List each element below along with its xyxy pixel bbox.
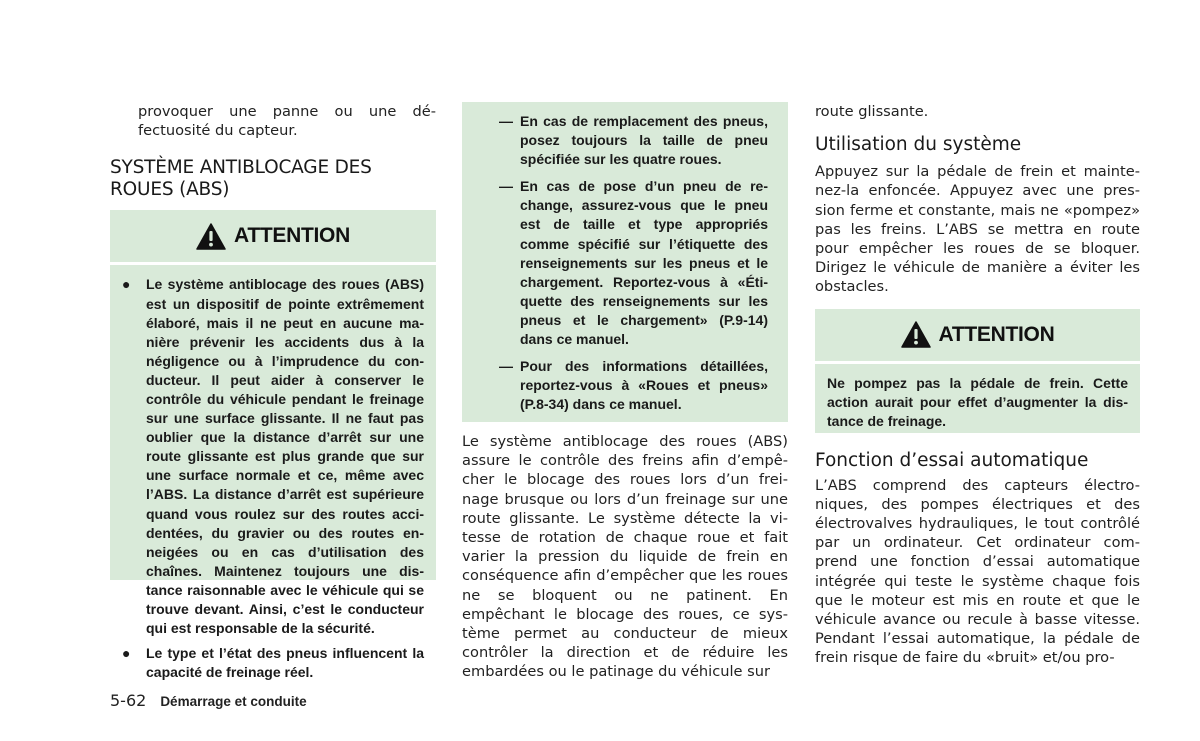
attention-box bbox=[815, 309, 1140, 433]
dash-icon: — bbox=[499, 358, 513, 375]
caution-item-text: En cas de remplacement des pneus, posez toujours la taille de pneu spécifiée sur les quatre roues. bbox=[520, 113, 768, 168]
page-footer bbox=[110, 691, 307, 710]
list-item bbox=[462, 112, 788, 169]
intro-text: provoquer une panne ou une dé-fectuosité du capteur. bbox=[138, 103, 436, 140]
page-number: 5-62 bbox=[110, 691, 147, 710]
self-test-paragraph: L’ABS comprend des capteurs électro-niques, des pompes électriques et des électrovalves hydrauliques, le tout contrôlé par un ordinateur. Cet ordinateur com-prend une fonction d’essai automatique intégrée qui teste le système chaque fois que le moteur est mis en route et que le véhicule avance ou recule à basse vitesse. Pendant l’essai automatique, la pédale de frein risque de faire du «bruit» et/ou pro- bbox=[815, 476, 1140, 667]
subheading-self-test: Fonction d’essai automatique bbox=[815, 449, 1089, 471]
list-item bbox=[462, 357, 788, 414]
attention-header bbox=[110, 210, 436, 265]
list-item bbox=[110, 644, 424, 682]
attention-list bbox=[110, 265, 436, 682]
attention-box bbox=[110, 210, 436, 681]
caution-item-text: En cas de pose d’un pneu de re-change, assurez-vous que le pneu est de taille et type appropriés comme spécifié sur l’étiquette des renseignements sur les pneus et le chargement. Reportez-vous à «Éti-quette des renseignements sur les pneus et le chargement» (P.9-14) dans ce manuel. bbox=[520, 178, 768, 348]
dash-icon: — bbox=[499, 178, 513, 195]
caution-dash-list bbox=[462, 112, 788, 414]
caution-continuation-box bbox=[462, 102, 788, 422]
system-use-paragraph: Appuyez sur la pédale de frein et mainte-nez-la enfoncée. Appuyez avec une pres-sion ferme et constante, mais ne «pompez» pas les freins. L’ABS se mettra en route pour empêcher les roues de se bloquer. Dirigez le véhicule de manière a éviter les obstacles. bbox=[815, 163, 1140, 296]
attention-title: ATTENTION bbox=[938, 322, 1055, 346]
continued-text: route glissante. bbox=[815, 103, 929, 120]
list-item bbox=[110, 275, 424, 638]
caution-item-text: Pour des informations détaillées, reportez-vous à «Roues et pneus» (P.8-34) dans ce manuel. bbox=[520, 358, 768, 413]
abs-description-paragraph: Le système antiblocage des roues (ABS) assure le contrôle des freins afin d’empê-cher le blocage des roues lors d’un frei-nage brusque ou lors d’un freinage sur une route glissante. Le système détecte la vi-tesse de rotation de chaque roue et fait varier la pression du liquide de frein en conséquence afin d’empêcher que les roues ne se bloquent ou ne patinent. En empêchant le blocage des roues, ce sys-tème permet au conducteur de mieux contrôler la direction et de réduire les embardées ou le patinage du véhicule sur bbox=[462, 433, 788, 681]
bullet-icon: ● bbox=[122, 276, 131, 293]
bullet-icon: ● bbox=[122, 645, 131, 662]
column-right bbox=[815, 102, 1140, 668]
warning-triangle-icon bbox=[901, 321, 931, 348]
subheading-system-use: Utilisation du système bbox=[815, 134, 1022, 156]
attention-item-text: Le système antiblocage des roues (ABS) est un dispositif de pointe extrêmement élaboré, mais il ne peut en aucune ma-nière prévenir les accidents dus à la négligence ou à l’imprudence du con-ducteur. Il peut aider à conserver le contrôle du véhicule pendant le freinage sur une surface glissante. Il ne faut pas oublier que la distance d’arrêt sur une route glissante est plus grande que sur une surface normale et ce, même avec l’ABS. La distance d’arrêt est supérieure quand vous roulez sur des routes acci-dentées, du gravier ou des routes en-neigées ou en cas d’utilisation des chaînes. Maintenez toujours une dis-tance raisonnable avec le véhicule qui se trouve devant. Ainsi, c’est le conducteur qui est responsable de la sécurité. bbox=[146, 276, 424, 637]
attention-item-text: Le type et l’état des pneus influencent la capacité de freinage réel. bbox=[146, 645, 424, 681]
list-item bbox=[462, 177, 788, 349]
dash-icon: — bbox=[499, 113, 513, 129]
attention-header bbox=[815, 309, 1140, 364]
section-heading-abs: SYSTÈME ANTIBLOCAGE DES ROUES (ABS) bbox=[110, 157, 372, 201]
section-title: Démarrage et conduite bbox=[160, 694, 307, 709]
column-middle bbox=[462, 102, 788, 682]
attention-title: ATTENTION bbox=[234, 224, 350, 248]
warning-triangle-icon bbox=[196, 223, 226, 250]
column-left bbox=[110, 102, 436, 681]
attention-text: Ne pompez pas la pédale de frein. Cette action aurait pour effet d’augmenter la dis-tance de freinage. bbox=[827, 374, 1128, 429]
